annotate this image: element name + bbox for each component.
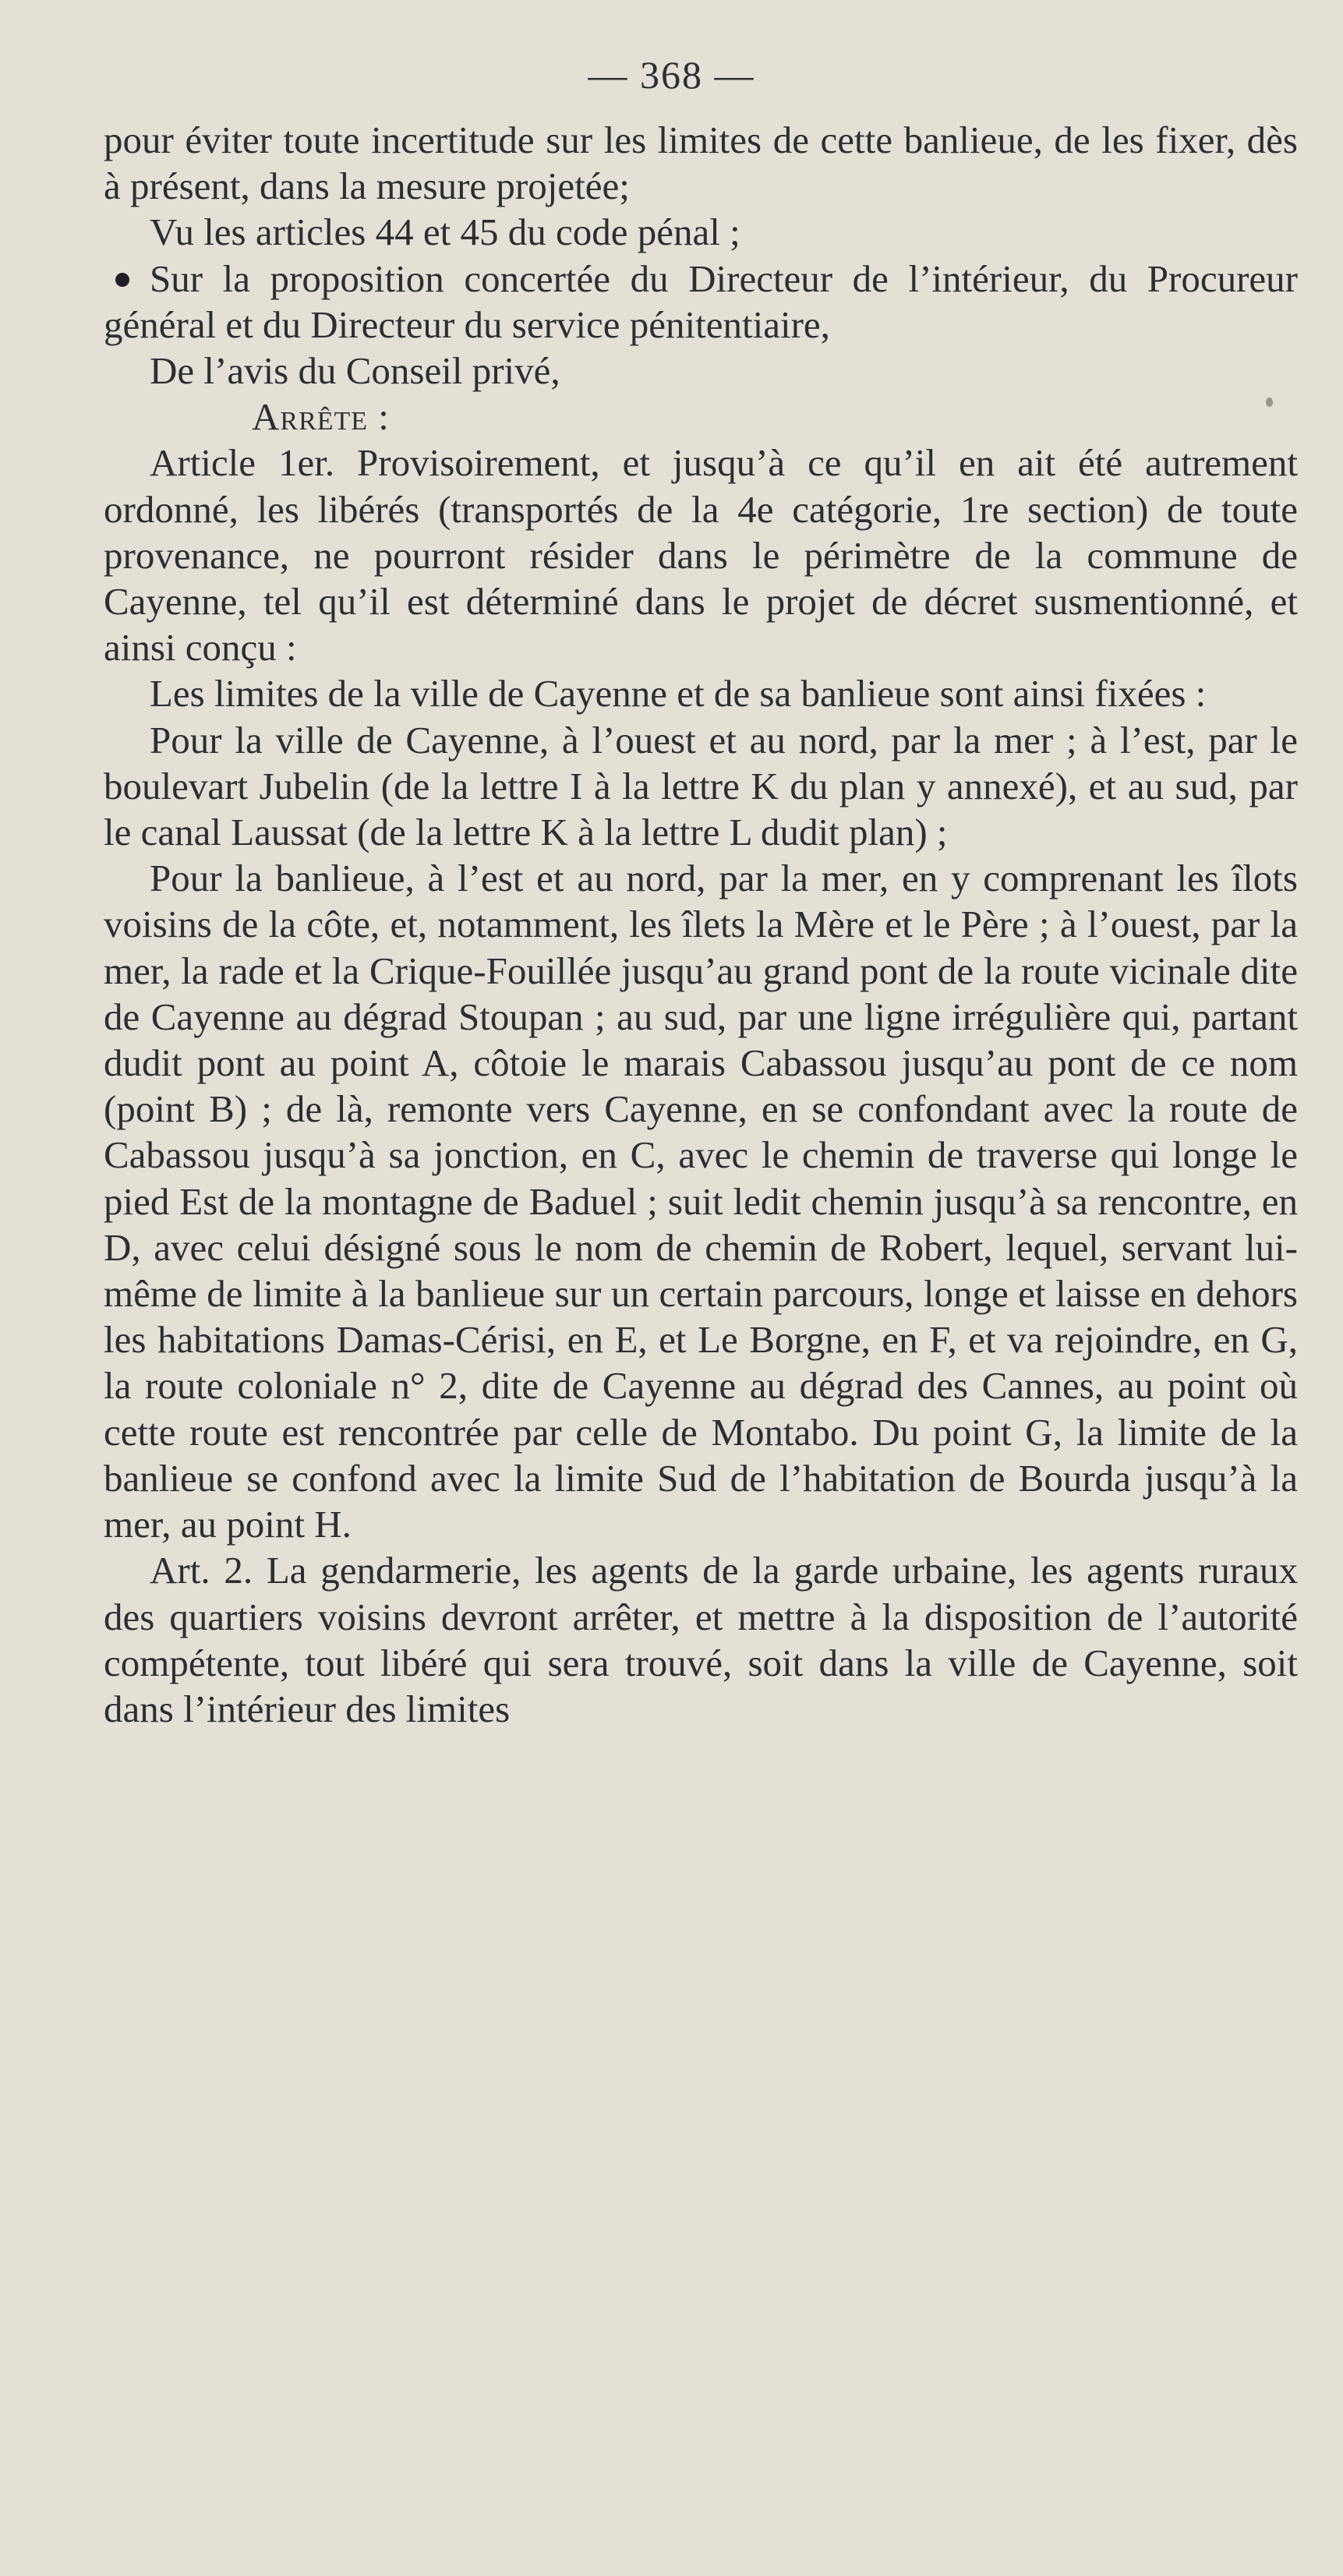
page-number: — 368 — bbox=[588, 53, 755, 97]
heading-arrete: Arrête : bbox=[252, 395, 390, 439]
paragraph-article-2: Art. 2. La gendarmerie, les agents de la garde urbaine, les agents ruraux des quartiers voisins devront arrêter, et mettre à la disposition de l’autorité compétente, tout libéré qui sera trouvé, soit dans la ville de Cayenne, soit dans l’intérieur des limites bbox=[104, 1549, 1298, 1730]
paragraph-ville: Pour la ville de Cayenne, à l’ouest et au nord, par la mer ; à l’est, par le boulevart Jubelin (de la lettre I à la lettre K du plan y annexé), et au sud, par le canal Laussat (de la lettre K à la lettre L dudit plan) ; bbox=[104, 718, 1298, 854]
paragraph-proposition bbox=[104, 256, 1298, 348]
paragraph-banlieue: Pour la banlieue, à l’est et au nord, par la mer, en y comprenant les îlots voisins de la côte, et, notamment, les îlets la Mère et le Père ; à l’ouest, par la mer, la rade et la Crique-Fouillée jusqu’au grand pont de la route vicinale dite de Cayenne au dégrad Stoupan ; au sud, par une ligne irrégulière qui, partant dudit pont au point A, côtoie le marais Cabassou jusqu’au pont de ce nom (point B) ; de là, remonte vers Cayenne, en se confondant avec la route de Cabassou jusqu’à sa jonction, en C, avec le chemin de traverse qui longe le pied Est de la montagne de Baduel ; suit ledit chemin jusqu’à sa rencontre, en D, avec celui désigné sous le nom de chemin de Robert, lequel, servant lui-même de limite à la banlieue sur un certain parcours, longe et laisse en dehors les habitations Damas-Cérisi, en E, et Le Borgne, en F, et va rejoindre, en G, la route coloniale n° 2, dite de Cayenne au dégrad des Cannes, au point où cette route est rencontrée par celle de Montabo. Du point G, la limite de la banlieue se confond avec la limite Sud de l’habitation de Bourda jusqu’à la mer, au point H. bbox=[104, 857, 1298, 1546]
paragraph-proposition-text: Sur la proposition concertée du Directeur de l’intérieur, du Procureur général et du Directeur du service pénitentiaire, bbox=[104, 256, 1298, 346]
paragraph-limites: Les limites de la ville de Cayenne et de sa banlieue sont ainsi fixées : bbox=[150, 672, 1207, 716]
paragraph-continuation: pour éviter toute incertitude sur les limites de cette banlieue, de les fixer, dès à présent, dans la mesure projetée; bbox=[104, 118, 1298, 208]
bullet-mark bbox=[115, 273, 129, 287]
paragraph-article-1: Article 1er. Provisoirement, et jusqu’à ce qu’il en ait été autrement ordonné, les libérés (transportés de la 4e catégorie, 1re section) de toute provenance, ne pourront résider dans le périmètre de la commune de Cayenne, tel qu’il est déterminé dans le projet de décret susmentionné, et ainsi conçu : bbox=[104, 441, 1298, 670]
paragraph-vu-articles: Vu les articles 44 et 45 du code pénal ; bbox=[150, 210, 740, 254]
body-text bbox=[104, 117, 1298, 1732]
paper-spot bbox=[1266, 398, 1273, 407]
paragraph-avis: De l’avis du Conseil privé, bbox=[150, 349, 560, 393]
